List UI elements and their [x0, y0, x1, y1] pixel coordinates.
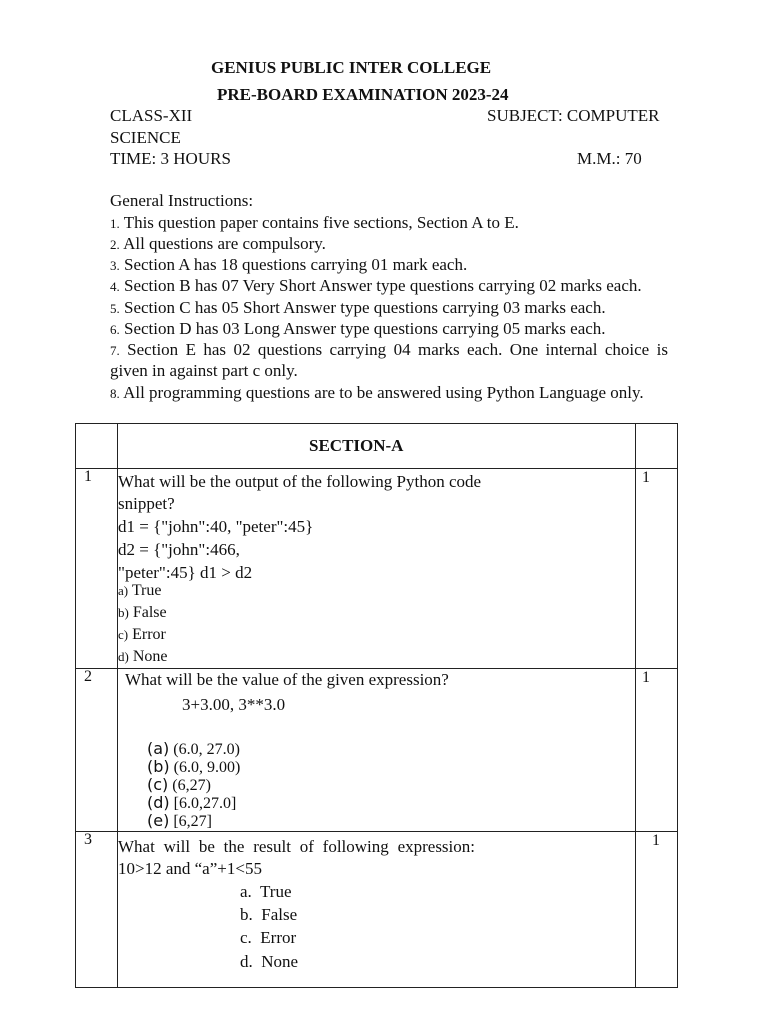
- instruction-item: 3. Section A has 18 questions carrying 01 mark each.: [110, 255, 468, 274]
- instruction-item: 4. Section B has 07 Very Short Answer type questions carrying 02 marks each.: [110, 276, 642, 295]
- subject-label-continued: SCIENCE: [110, 128, 181, 147]
- question-marks: 1: [642, 669, 650, 686]
- answer-option: c) Error: [118, 626, 166, 643]
- answer-option: b) False: [118, 604, 167, 621]
- section-title: SECTION-A: [309, 436, 404, 455]
- instruction-item: 6. Section D has 03 Long Answer type questions carrying 05 marks each.: [110, 319, 606, 338]
- instruction-item: 7. Section E has 02 questions carrying 04 marks each. One internal choice is: [110, 340, 668, 359]
- instruction-item: 5. Section C has 05 Short Answer type questions carrying 03 marks each.: [110, 298, 606, 317]
- question-number: 1: [84, 468, 92, 485]
- question-text: What will be the result of following expression:: [118, 837, 475, 856]
- answer-option: a. True: [240, 882, 292, 901]
- code-line: "peter":45} d1 > d2: [118, 563, 253, 582]
- answer-option: d) None: [118, 648, 168, 665]
- answer-option: b. False: [240, 905, 298, 924]
- answer-option: (a) (6.0, 27.0): [147, 739, 240, 758]
- code-line: d1 = {"john":40, "peter":45}: [118, 517, 314, 536]
- question-text: What will be the output of the following Python code: [118, 472, 482, 491]
- class-label: CLASS-XII: [110, 106, 193, 125]
- question-text: What will be the value of the given expression?: [125, 670, 449, 689]
- question-number: 2: [84, 668, 92, 685]
- exam-title: PRE-BOARD EXAMINATION 2023-24: [217, 85, 509, 104]
- answer-option: (b) (6.0, 9.00): [147, 757, 241, 776]
- question-text: snippet?: [118, 494, 175, 513]
- answer-option: d. None: [240, 952, 299, 971]
- question-marks: 1: [642, 469, 650, 486]
- question-number: 3: [84, 831, 92, 848]
- instruction-item-continued: given in against part c only.: [110, 361, 298, 380]
- max-marks-label: M.M.: 70: [577, 149, 642, 168]
- question-text: 10>12 and “a”+1<55: [118, 859, 262, 878]
- instructions-title: General Instructions:: [110, 191, 254, 210]
- question-marks: 1: [652, 832, 660, 849]
- instruction-item: 8. All programming questions are to be answered using Python Language only.: [110, 383, 644, 402]
- code-line: d2 = {"john":466,: [118, 540, 240, 559]
- answer-option: (d) [6.0,27.0]: [147, 793, 237, 812]
- answer-option: (e) [6,27]: [147, 811, 212, 830]
- subject-label: SUBJECT: COMPUTER: [487, 106, 660, 125]
- expression: 3+3.00, 3**3.0: [182, 695, 286, 714]
- instruction-item: 2. All questions are compulsory.: [110, 234, 326, 253]
- answer-option: c. Error: [240, 928, 297, 947]
- answer-option: (c) (6,27): [147, 775, 211, 794]
- school-name: GENIUS PUBLIC INTER COLLEGE: [211, 58, 492, 77]
- instruction-item: 1. This question paper contains five sections, Section A to E.: [110, 213, 519, 232]
- answer-option: a) True: [118, 582, 162, 599]
- time-label: TIME: 3 HOURS: [110, 149, 231, 168]
